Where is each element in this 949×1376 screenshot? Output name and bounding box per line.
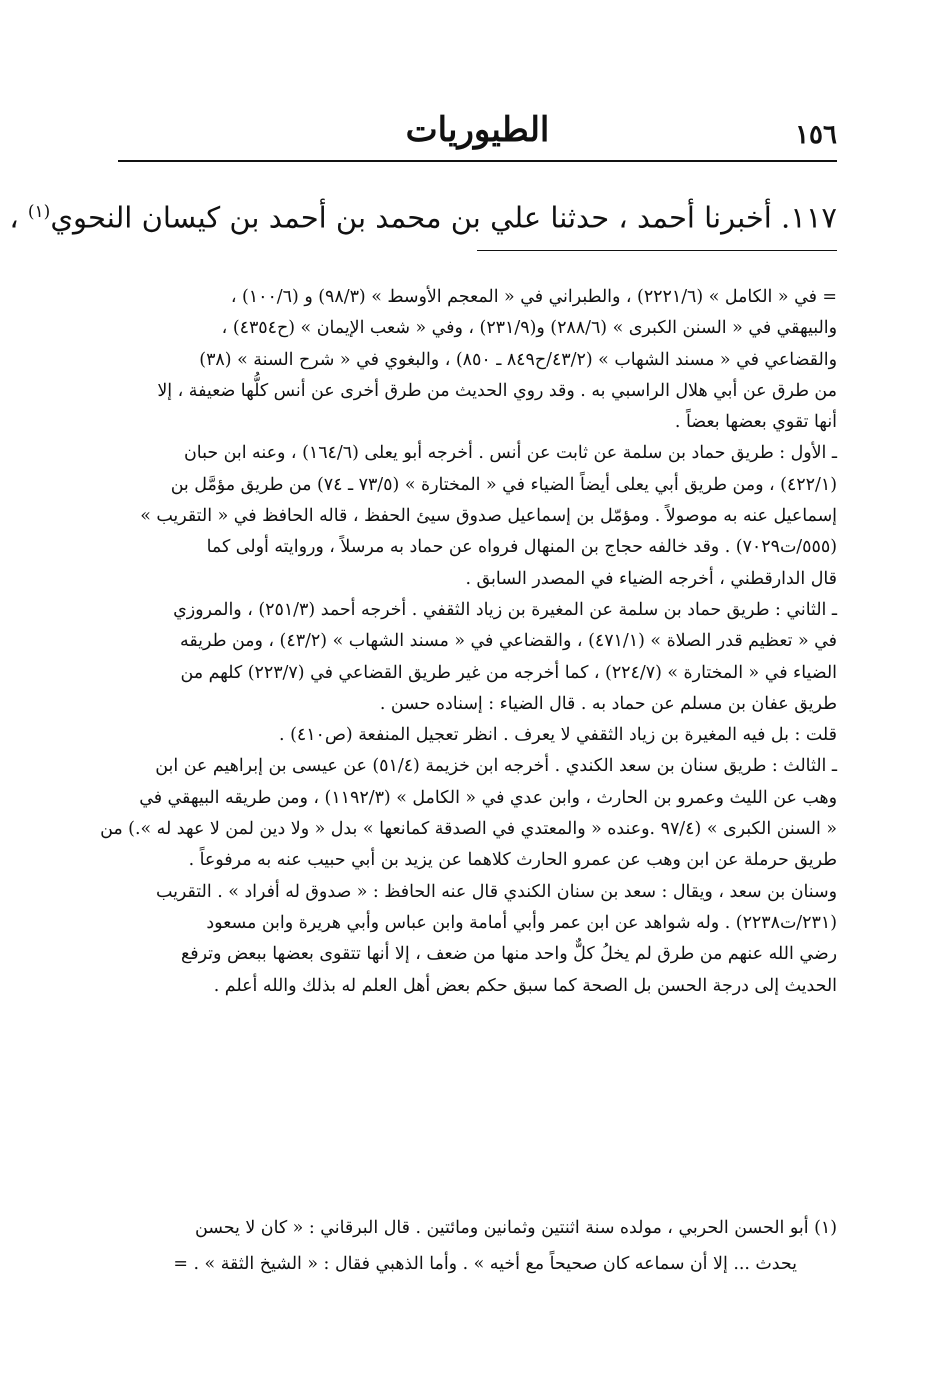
note-line: إسماعيل عنه به موصولاً . ومؤمّل بن إسماعيل صدوق سيئ الحفظ ، قاله الحافظ في « التقريب »: [140, 506, 837, 527]
header-rule: [118, 160, 837, 162]
note-line: الحديث إلى درجة الحسن بل الصحة كما سبق حكم بعض أهل العلم له بذلك والله أعلم .: [213, 975, 837, 996]
note-line: ـ الثالث : طريق سنان بن سعد الكندي . أخرجه ابن خزيمة (٥١/٤) عن عيسى بن إبراهيم عن ابن: [155, 756, 837, 777]
note-line: والقضاعي في « مسند الشهاب » (٤٣/٢/ح٨٤٩ ـ ٨٥٠) ، والبغوي في « شرح السنة » (٣٨): [199, 349, 837, 370]
footnote-separator: [477, 250, 837, 251]
footnote-marker: (١): [27, 202, 51, 222]
book-title: الطيوريات: [405, 110, 550, 150]
note-line: أنها تقوي بعضها بعضاً .: [674, 412, 837, 433]
note-line: رضي الله عنهم من طرق لم يخلُ كلٌّ واحد منها من ضعف ، إلا أنها تتقوى بعضها ببعض وترفع: [181, 944, 837, 965]
hadith-tail: ،: [9, 200, 28, 235]
note-line: من طرق عن أبي هلال الراسبي به . وقد روي الحديث من طرق أخرى عن أنس كلُّها ضعيفة ، إلا: [157, 380, 837, 401]
hadith-117-line: [9, 188, 837, 242]
footnote-line: (١) أبو الحسن الحربي ، مولده سنة اثنتين وثمانين ومائتين . قال البرقاني : « كان لا يحسن: [195, 1218, 837, 1238]
note-line: « السنن الكبرى » (٩٧/٤ .وعنده « والمعتدي في الصدقة كمانعها » بدل « ولا دين لمن لا عهد له ».) من: [100, 819, 837, 840]
running-header: [118, 108, 837, 158]
note-line: ـ الأول : طريق حماد بن سلمة عن ثابت عن أنس . أخرجه أبو يعلى (١٦٤/٦) ، وعنه ابن حبان: [184, 443, 837, 464]
note-line: طريق عفان بن مسلم عن حماد به . قال الضياء : إسناده حسن .: [379, 693, 837, 714]
note-line: قال الدارقطني ، أخرجه الضياء في المصدر السابق .: [465, 568, 837, 589]
note-line: طريق حرملة عن ابن وهب عن عمرو الحارث كلاهما عن يزيد بن أبي حبيب عنه به مرفوعاً .: [188, 850, 837, 871]
note-line: (٥٥٥/ت٧٠٢٩) . وقد خالفه حجاج بن المنهال فرواه عن حماد به مرسلاً ، وروايته أولى كما: [206, 537, 837, 558]
note-line: ـ الثاني : طريق حماد بن سلمة عن المغيرة بن زياد الثقفي . أخرجه أحمد (٢٥١/٣) ، والمروزي: [173, 599, 837, 620]
note-line: والبيهقي في « السنن الكبرى » (٢٨٨/٦) و(٢٣١/٩) ، وفي « شعب الإيمان » (ح٤٣٥٤) ،: [221, 318, 837, 339]
hadith-text: ١١٧. أخبرنا أحمد ، حدثنا علي بن محمد بن أحمد بن كيسان النحوي: [50, 200, 837, 235]
note-line: في « تعظيم قدر الصلاة » (٤٧١/١) ، والقضاعي في « مسند الشهاب » (٤٣/٢) ، ومن طريقه: [180, 631, 837, 652]
page-number: ١٥٦: [795, 120, 837, 150]
note-line: (٤٢٢/١) ، ومن طريق أبي يعلى أيضاً الضياء في « المختارة » (٧٣/٥ ـ ٧٤) من طريق مؤمَّل بن: [170, 474, 837, 495]
footnote-block: [118, 1210, 837, 1282]
note-line: قلت : بل فيه المغيرة بن زياد الثقفي لا يعرف . انظر تعجيل المنفعة (ص٤١٠) .: [279, 725, 837, 746]
note-line: = في « الكامل » (٢٢٢١/٦) ، والطبراني في « المعجم الأوسط » (٩٨/٣) و (١٠٠/٦) ،: [230, 287, 837, 307]
note-line: الضياء في « المختارة » (٢٢٤/٧) ، كما أخرجه من غير طريق القضاعي في (٢٢٣/٧) كلهم من: [180, 662, 837, 683]
note-line: وهب عن الليث وعمرو بن الحارث ، وابن عدي في « الكامل » (١١٩٢/٣) ، ومن طريقه البيهقي في: [139, 787, 837, 808]
note-line: (٢٣١/ت٢٢٣٨) . وله شواهد عن ابن عمر وأبي أمامة وابن عباس وأبي هريرة وابن مسعود: [206, 912, 837, 933]
footnote-line: يحدث ... إلا أن سماعه كان صحيحاً مع أخيه » . وأما الذهبي فقال : « الشيخ الثقة » . =: [173, 1254, 797, 1274]
note-line: وسنان بن سعد ، ويقال : سعد بن سنان الكندي قال عنه الحافظ : « صدوق له أفراد » . التقريب: [156, 881, 837, 902]
notes-block: [100, 282, 837, 1002]
